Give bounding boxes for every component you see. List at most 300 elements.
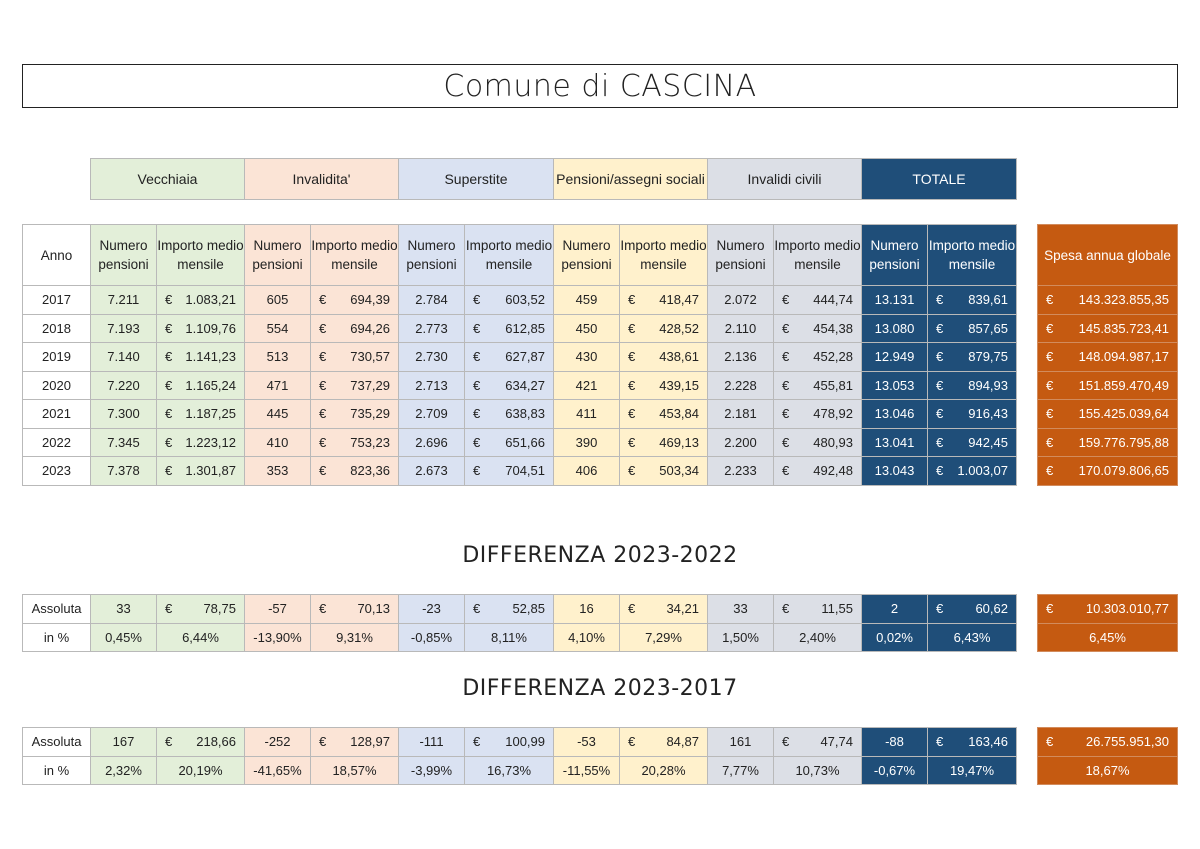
diff-value-cell: -41,65% xyxy=(245,756,311,785)
amount: 634,27 xyxy=(505,377,545,393)
money-value xyxy=(620,349,707,364)
importo-cell xyxy=(157,428,245,457)
diff-importo-cell xyxy=(620,728,708,757)
category-vecchiaia: Vecchiaia xyxy=(91,159,245,200)
currency-symbol: € xyxy=(319,434,327,450)
currency-symbol: € xyxy=(628,463,636,479)
diff-label: in % xyxy=(23,756,91,785)
currency-symbol: € xyxy=(1046,601,1054,617)
currency-symbol: € xyxy=(782,734,790,750)
diff-value-cell: 2,32% xyxy=(91,756,157,785)
year-cell: 2017 xyxy=(23,286,91,315)
importo-cell xyxy=(620,371,708,400)
money-value xyxy=(311,734,398,749)
numero-cell: 13.131 xyxy=(862,286,928,315)
amount: 857,65 xyxy=(968,320,1008,336)
spesa-cell xyxy=(1038,457,1178,486)
importo-cell xyxy=(157,343,245,372)
spesa-row xyxy=(1038,428,1178,457)
header-numero: Numero pensioni xyxy=(862,225,928,286)
currency-symbol: € xyxy=(1046,434,1054,450)
numero-cell: 2.673 xyxy=(399,457,465,486)
importo-cell xyxy=(928,371,1017,400)
spesa-row xyxy=(1038,457,1178,486)
table-row xyxy=(23,457,1017,486)
numero-cell: 7.193 xyxy=(91,314,157,343)
diff-spesa-row xyxy=(1038,756,1178,785)
currency-symbol: € xyxy=(628,320,636,336)
amount: 480,93 xyxy=(813,434,853,450)
header-importo: Importo medio mensile xyxy=(928,225,1017,286)
diff1-table xyxy=(22,594,1017,652)
importo-cell xyxy=(465,400,554,429)
currency-symbol: € xyxy=(936,601,944,617)
amount: 128,97 xyxy=(350,734,390,750)
year-cell: 2023 xyxy=(23,457,91,486)
pension-table xyxy=(22,224,1017,486)
diff-spesa-cell xyxy=(1038,728,1178,757)
amount: 916,43 xyxy=(968,406,1008,422)
money-value xyxy=(620,321,707,336)
diff-importo-cell xyxy=(620,595,708,624)
currency-symbol: € xyxy=(782,349,790,365)
spesa-table xyxy=(1037,224,1178,486)
importo-cell xyxy=(465,428,554,457)
money-value xyxy=(928,378,1016,393)
importo-cell xyxy=(620,286,708,315)
importo-cell xyxy=(311,286,399,315)
diff-value-cell: 9,31% xyxy=(311,623,399,652)
numero-cell: 13.046 xyxy=(862,400,928,429)
amount: 143.323.855,35 xyxy=(1078,292,1169,308)
money-value xyxy=(1038,378,1177,393)
money-value xyxy=(928,463,1016,478)
currency-symbol: € xyxy=(473,377,481,393)
currency-symbol: € xyxy=(319,406,327,422)
amount: 737,29 xyxy=(350,377,390,393)
numero-cell: 7.300 xyxy=(91,400,157,429)
money-value xyxy=(774,406,861,421)
currency-symbol: € xyxy=(473,292,481,308)
category-header xyxy=(90,158,1017,200)
importo-cell xyxy=(465,371,554,400)
currency-symbol: € xyxy=(628,601,636,617)
diff1-spesa xyxy=(1037,594,1178,652)
money-value xyxy=(311,321,398,336)
amount: 730,57 xyxy=(350,349,390,365)
amount: 453,84 xyxy=(659,406,699,422)
currency-symbol: € xyxy=(936,320,944,336)
spesa-row xyxy=(1038,286,1178,315)
numero-cell: 13.053 xyxy=(862,371,928,400)
diff-value-cell: -11,55% xyxy=(554,756,620,785)
diff-value-cell: -0,67% xyxy=(862,756,928,785)
diff-value-cell: -13,90% xyxy=(245,623,311,652)
amount: 1.003,07 xyxy=(957,463,1008,479)
currency-symbol: € xyxy=(319,601,327,617)
importo-cell xyxy=(465,343,554,372)
numero-cell: 13.043 xyxy=(862,457,928,486)
money-value xyxy=(465,378,553,393)
diff-importo-cell xyxy=(157,595,245,624)
numero-cell: 605 xyxy=(245,286,311,315)
diff-value-cell: 19,47% xyxy=(928,756,1017,785)
numero-cell: 421 xyxy=(554,371,620,400)
currency-symbol: € xyxy=(1046,292,1054,308)
amount: 26.755.951,30 xyxy=(1085,734,1169,750)
amount: 455,81 xyxy=(813,377,853,393)
currency-symbol: € xyxy=(319,292,327,308)
diff-importo-cell xyxy=(928,595,1017,624)
numero-cell: 2.110 xyxy=(708,314,774,343)
amount: 60,62 xyxy=(975,601,1008,617)
spesa-cell xyxy=(1038,371,1178,400)
category-sociali: Pensioni/assegni sociali xyxy=(554,159,708,200)
numero-cell: 2.713 xyxy=(399,371,465,400)
money-value xyxy=(928,349,1016,364)
amount: 823,36 xyxy=(350,463,390,479)
diff-value-cell: 18,57% xyxy=(311,756,399,785)
currency-symbol: € xyxy=(782,601,790,617)
numero-cell: 7.345 xyxy=(91,428,157,457)
numero-cell: 2.233 xyxy=(708,457,774,486)
year-cell: 2021 xyxy=(23,400,91,429)
numero-cell: 459 xyxy=(554,286,620,315)
diff-value-cell: 33 xyxy=(708,595,774,624)
currency-symbol: € xyxy=(165,349,173,365)
diff-row xyxy=(23,756,1017,785)
importo-cell xyxy=(928,343,1017,372)
currency-symbol: € xyxy=(936,734,944,750)
header-importo: Importo medio mensile xyxy=(774,225,862,286)
header-numero: Numero pensioni xyxy=(245,225,311,286)
money-value xyxy=(311,601,398,616)
amount: 100,99 xyxy=(505,734,545,750)
category-totale: TOTALE xyxy=(862,159,1017,200)
diff-value-cell: -23 xyxy=(399,595,465,624)
money-value xyxy=(774,349,861,364)
diff-label: Assoluta xyxy=(23,595,91,624)
year-cell: 2019 xyxy=(23,343,91,372)
money-value xyxy=(311,463,398,478)
diff-label: in % xyxy=(23,623,91,652)
money-value xyxy=(620,601,707,616)
money-value xyxy=(928,601,1016,616)
amount: 1.301,87 xyxy=(185,463,236,479)
diff1-title: DIFFERENZA 2023-2022 xyxy=(462,543,738,568)
money-value xyxy=(157,406,244,421)
numero-cell: 2.730 xyxy=(399,343,465,372)
header-importo: Importo medio mensile xyxy=(465,225,554,286)
currency-symbol: € xyxy=(782,377,790,393)
numero-cell: 7.220 xyxy=(91,371,157,400)
currency-symbol: € xyxy=(782,320,790,336)
currency-symbol: € xyxy=(936,292,944,308)
importo-cell xyxy=(311,343,399,372)
currency-symbol: € xyxy=(165,463,173,479)
table-row xyxy=(23,343,1017,372)
amount: 638,83 xyxy=(505,406,545,422)
currency-symbol: € xyxy=(165,406,173,422)
amount: 503,34 xyxy=(659,463,699,479)
money-value xyxy=(1038,292,1177,307)
currency-symbol: € xyxy=(782,434,790,450)
importo-cell xyxy=(311,400,399,429)
header-numero: Numero pensioni xyxy=(708,225,774,286)
importo-cell xyxy=(774,457,862,486)
amount: 452,28 xyxy=(813,349,853,365)
diff-value-cell: -88 xyxy=(862,728,928,757)
money-value xyxy=(774,378,861,393)
amount: 84,87 xyxy=(666,734,699,750)
money-value xyxy=(311,435,398,450)
diff-value-cell: 161 xyxy=(708,728,774,757)
spesa-cell xyxy=(1038,343,1178,372)
money-value xyxy=(774,321,861,336)
diff-value-cell: -53 xyxy=(554,728,620,757)
amount: 170.079.806,65 xyxy=(1078,463,1169,479)
amount: 47,74 xyxy=(820,734,853,750)
amount: 894,93 xyxy=(968,377,1008,393)
importo-cell xyxy=(928,314,1017,343)
title-box xyxy=(22,64,1178,108)
amount: 704,51 xyxy=(505,463,545,479)
amount: 444,74 xyxy=(813,292,853,308)
money-value xyxy=(774,435,861,450)
money-value xyxy=(157,734,244,749)
currency-symbol: € xyxy=(165,434,173,450)
amount: 469,13 xyxy=(659,434,699,450)
diff-value-cell: 20,19% xyxy=(157,756,245,785)
category-invalidita: Invalidita' xyxy=(245,159,399,200)
currency-symbol: € xyxy=(936,463,944,479)
numero-cell: 7.211 xyxy=(91,286,157,315)
currency-symbol: € xyxy=(628,349,636,365)
currency-symbol: € xyxy=(473,406,481,422)
spesa-cell xyxy=(1038,314,1178,343)
currency-symbol: € xyxy=(473,734,481,750)
diff-value-cell: 4,10% xyxy=(554,623,620,652)
currency-symbol: € xyxy=(1046,320,1054,336)
header-importo: Importo medio mensile xyxy=(620,225,708,286)
currency-symbol: € xyxy=(319,463,327,479)
diff-row xyxy=(23,623,1017,652)
header-numero: Numero pensioni xyxy=(399,225,465,286)
amount: 612,85 xyxy=(505,320,545,336)
currency-symbol: € xyxy=(1046,734,1054,750)
money-value xyxy=(774,463,861,478)
amount: 651,66 xyxy=(505,434,545,450)
money-value xyxy=(311,349,398,364)
currency-symbol: € xyxy=(936,377,944,393)
amount: 627,87 xyxy=(505,349,545,365)
amount: 148.094.987,17 xyxy=(1078,349,1169,365)
money-value xyxy=(774,734,861,749)
money-value xyxy=(465,292,553,307)
money-value xyxy=(157,601,244,616)
importo-cell xyxy=(620,314,708,343)
money-value xyxy=(311,292,398,307)
diff-value-cell: 0,45% xyxy=(91,623,157,652)
importo-cell xyxy=(774,314,862,343)
amount: 603,52 xyxy=(505,292,545,308)
importo-cell xyxy=(465,457,554,486)
category-civili: Invalidi civili xyxy=(708,159,862,200)
importo-cell xyxy=(928,286,1017,315)
importo-cell xyxy=(928,400,1017,429)
money-value xyxy=(1038,734,1177,749)
money-value xyxy=(774,292,861,307)
diff-value-cell: -111 xyxy=(399,728,465,757)
numero-cell: 2.696 xyxy=(399,428,465,457)
amount: 839,61 xyxy=(968,292,1008,308)
amount: 1.165,24 xyxy=(185,377,236,393)
currency-symbol: € xyxy=(936,349,944,365)
money-value xyxy=(311,406,398,421)
currency-symbol: € xyxy=(1046,463,1054,479)
money-value xyxy=(928,292,1016,307)
currency-symbol: € xyxy=(1046,349,1054,365)
amount: 70,13 xyxy=(357,601,390,617)
money-value xyxy=(620,734,707,749)
amount: 735,29 xyxy=(350,406,390,422)
money-value xyxy=(157,349,244,364)
amount: 694,39 xyxy=(350,292,390,308)
diff-label: Assoluta xyxy=(23,728,91,757)
table-row xyxy=(23,286,1017,315)
amount: 1.141,23 xyxy=(185,349,236,365)
importo-cell xyxy=(928,428,1017,457)
year-cell: 2020 xyxy=(23,371,91,400)
diff2-title: DIFFERENZA 2023-2017 xyxy=(462,676,738,701)
diff-importo-cell xyxy=(465,728,554,757)
numero-cell: 2.709 xyxy=(399,400,465,429)
currency-symbol: € xyxy=(473,349,481,365)
currency-symbol: € xyxy=(628,434,636,450)
diff-importo-cell xyxy=(928,728,1017,757)
amount: 478,92 xyxy=(813,406,853,422)
money-value xyxy=(620,378,707,393)
amount: 10.303.010,77 xyxy=(1085,601,1169,617)
diff-value-cell: 7,29% xyxy=(620,623,708,652)
year-cell: 2018 xyxy=(23,314,91,343)
header-anno: Anno xyxy=(23,225,91,286)
amount: 428,52 xyxy=(659,320,699,336)
diff-spesa-cell xyxy=(1038,595,1178,624)
amount: 151.859.470,49 xyxy=(1078,377,1169,393)
spesa-row xyxy=(1038,314,1178,343)
diff-row xyxy=(23,595,1017,624)
money-value xyxy=(157,292,244,307)
currency-symbol: € xyxy=(936,406,944,422)
amount: 1.083,21 xyxy=(185,292,236,308)
diff-value-cell: 33 xyxy=(91,595,157,624)
numero-cell: 411 xyxy=(554,400,620,429)
header-numero: Numero pensioni xyxy=(554,225,620,286)
amount: 492,48 xyxy=(813,463,853,479)
numero-cell: 7.378 xyxy=(91,457,157,486)
importo-cell xyxy=(774,343,862,372)
header-spesa: Spesa annua globale xyxy=(1038,225,1178,286)
numero-cell: 513 xyxy=(245,343,311,372)
amount: 218,66 xyxy=(196,734,236,750)
currency-symbol: € xyxy=(782,292,790,308)
currency-symbol: € xyxy=(473,463,481,479)
currency-symbol: € xyxy=(165,320,173,336)
diff-value-cell: -252 xyxy=(245,728,311,757)
amount: 155.425.039,64 xyxy=(1078,406,1169,422)
currency-symbol: € xyxy=(628,734,636,750)
diff-value-cell: 16 xyxy=(554,595,620,624)
amount: 1.223,12 xyxy=(185,434,236,450)
amount: 1.109,76 xyxy=(185,320,236,336)
year-cell: 2022 xyxy=(23,428,91,457)
diff2-spesa xyxy=(1037,727,1178,785)
amount: 439,15 xyxy=(659,377,699,393)
diff-value-cell: 167 xyxy=(91,728,157,757)
money-value xyxy=(311,378,398,393)
currency-symbol: € xyxy=(628,406,636,422)
currency-symbol: € xyxy=(628,377,636,393)
money-value xyxy=(465,435,553,450)
importo-cell xyxy=(620,428,708,457)
currency-symbol: € xyxy=(319,349,327,365)
header-importo: Importo medio mensile xyxy=(157,225,245,286)
amount: 145.835.723,41 xyxy=(1078,320,1169,336)
importo-cell xyxy=(620,400,708,429)
diff-value-cell: 0,02% xyxy=(862,623,928,652)
money-value xyxy=(928,734,1016,749)
importo-cell xyxy=(774,286,862,315)
amount: 753,23 xyxy=(350,434,390,450)
money-value xyxy=(465,321,553,336)
table-row xyxy=(23,400,1017,429)
importo-cell xyxy=(157,371,245,400)
money-value xyxy=(774,601,861,616)
spesa-cell xyxy=(1038,428,1178,457)
diff-value-cell: -57 xyxy=(245,595,311,624)
money-value xyxy=(620,292,707,307)
money-value xyxy=(620,406,707,421)
diff-value-cell: 10,73% xyxy=(774,756,862,785)
diff2-table xyxy=(22,727,1017,785)
importo-cell xyxy=(774,400,862,429)
category-superstite: Superstite xyxy=(399,159,554,200)
money-value xyxy=(157,321,244,336)
currency-symbol: € xyxy=(319,320,327,336)
money-value xyxy=(465,463,553,478)
amount: 694,26 xyxy=(350,320,390,336)
money-value xyxy=(157,435,244,450)
amount: 418,47 xyxy=(659,292,699,308)
numero-cell: 2.181 xyxy=(708,400,774,429)
diff-importo-cell xyxy=(311,595,399,624)
currency-symbol: € xyxy=(1046,377,1054,393)
money-value xyxy=(620,463,707,478)
table-row xyxy=(23,371,1017,400)
numero-cell: 430 xyxy=(554,343,620,372)
currency-symbol: € xyxy=(473,434,481,450)
numero-cell: 13.041 xyxy=(862,428,928,457)
numero-cell: 7.140 xyxy=(91,343,157,372)
diff-spesa-row xyxy=(1038,595,1178,624)
amount: 438,61 xyxy=(659,349,699,365)
money-value xyxy=(928,435,1016,450)
importo-cell xyxy=(157,400,245,429)
importo-cell xyxy=(928,457,1017,486)
money-value xyxy=(1038,601,1177,616)
money-value xyxy=(1038,321,1177,336)
